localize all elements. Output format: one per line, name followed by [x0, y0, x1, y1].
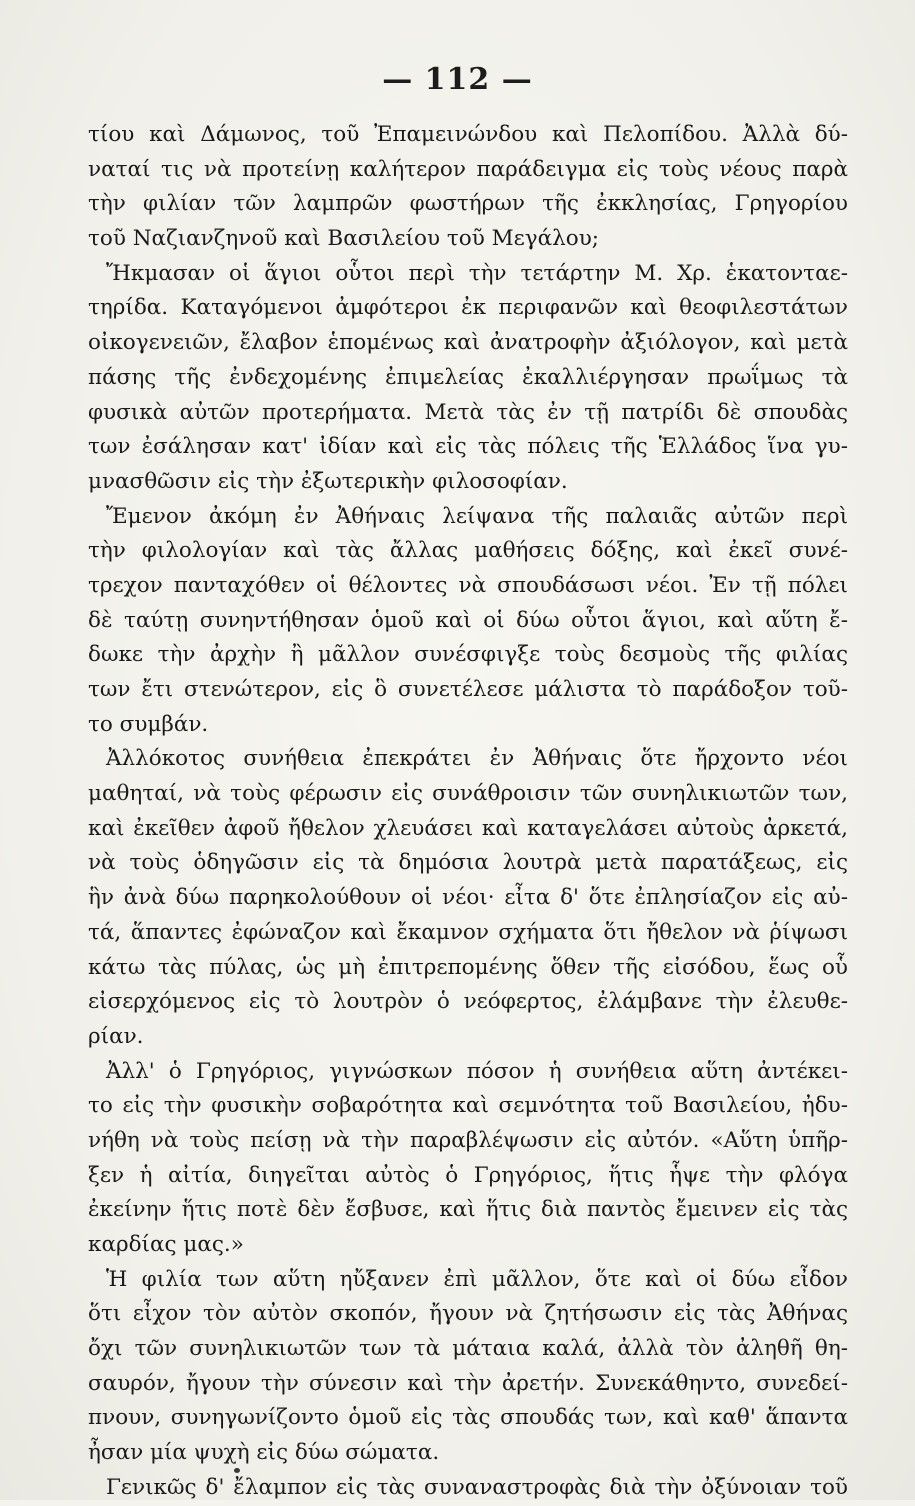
text-line: ρίαν.: [88, 1023, 144, 1049]
body-text: [88, 118, 848, 1506]
text-line: τά, ἅπαντες ἐφώναζον καὶ ἔκαμνον σχήματα ὅτι ἤθελον νὰ ῥίψωσι: [88, 919, 848, 945]
text-line: τηρίδα. Καταγόμενοι ἀμφότεροι ἐκ περιφανῶν καὶ θεοφιλεστάτων: [88, 295, 848, 321]
text-line: Ἀλλ' ὁ Γρηγόριος, γιγνώσκων πόσον ἡ συνήθεια αὕτη ἀντέκει-: [106, 1058, 848, 1084]
text-line: των ἐσάλησαν κατ' ἰδίαν καὶ εἰς τὰς πόλεις τῆς Ἑλλάδος ἵνα γυ-: [88, 434, 848, 460]
text-line: τίου καὶ Δάμωνος, τοῦ Ἐπαμεινώνδου καὶ Πελοπίδου. Ἀλλὰ δύ-: [88, 122, 848, 147]
text-line: τοῦ Ναζιανζηνοῦ καὶ Βασιλείου τοῦ Μεγάλου;: [88, 226, 600, 252]
text-line: φυσικὰ αὐτῶν προτερήματα. Μετὰ τὰς ἐν τῇ πατρίδι δὲ σπουδὰς: [88, 399, 848, 425]
text-line: ὄχι τῶν συνηλικιωτῶν των τὰ μάταια καλά, ἀλλὰ τὸν ἀληθῆ θη-: [88, 1336, 848, 1362]
text-line: Γενικῶς δ' ἔλαμπον εἰς τὰς συναναστροφὰς διὰ τὴν ὀξύνοιαν τοῦ: [106, 1474, 848, 1500]
text-line: Ἔμενον ἀκόμη ἐν Ἀθήναις λείψανα τῆς παλαιᾶς αὐτῶν περὶ: [106, 503, 848, 529]
text-line: εἰσερχόμενος εἰς τὸ λουτρὸν ὁ νεόφερτος, ἐλάμβανε τὴν ἐλευθε-: [88, 989, 848, 1015]
text-line: τὴν φιλολογίαν καὶ τὰς ἄλλας μαθήσεις δόξης, καὶ ἐκεῖ συνέ-: [88, 538, 848, 564]
text-line: Ἀλλόκοτος συνήθεια ἐπεκράτει ἐν Ἀθήναις ὅτε ἤρχοντο νέοι: [106, 746, 848, 772]
text-line: δωκε τὴν ἀρχὴν ἢ μᾶλλον συνέσφιγξε τοὺς δεσμοὺς τῆς φιλίας: [88, 642, 848, 668]
text-line: τρεχον πανταχόθεν οἱ θέλοντες νὰ σπουδάσωσι νέοι. Ἐν τῇ πόλει: [88, 572, 848, 598]
text-line: ξεν ἡ αἰτία, διηγεῖται αὐτὸς ὁ Γρηγόριος, ἥτις ἧψε τὴν φλόγα: [88, 1162, 848, 1188]
text-line: δὲ ταύτῃ συνηντήθησαν ὁμοῦ καὶ οἱ δύω οὗτοι ἅγιοι, καὶ αὕτη ἔ-: [88, 607, 848, 633]
text-line: Ἤκμασαν οἱ ἅγιοι οὗτοι περὶ τὴν τετάρτην Μ. Χρ. ἑκατονταε-: [106, 260, 848, 286]
text-line: καὶ ἐκεῖθεν ἀφοῦ ἤθελον χλευάσει καὶ καταγελάσει αὐτοὺς ἀρκετά,: [88, 815, 848, 841]
text-line: το εἰς τὴν φυσικὴν σοβαρότητα καὶ σεμνότητα τοῦ Βασιλείου, ἠδυ-: [88, 1093, 848, 1119]
text-line: Ἡ φιλία των αὕτη ηὔξανεν ἐπὶ μᾶλλον, ὅτε καὶ οἱ δύω εἶδον: [106, 1266, 848, 1292]
text-line: ἦσαν μία ψυχὴ εἰς δύω σώματα.: [88, 1440, 440, 1466]
text-line: ἐκείνην ἥτις ποτὲ δὲν ἔσβυσε, καὶ ἥτις διὰ παντὸς ἔμεινεν εἰς τὰς: [88, 1197, 848, 1223]
text-line: οἰκογενειῶν, ἔλαβον ἑπομένως καὶ ἀνατροφὴν ἀξιόλογον, καὶ μετὰ: [88, 330, 848, 356]
text-line: των ἔτι στενώτερον, εἰς ὃ συνετέλεσε μάλιστα τὸ παράδοξον τοῦ-: [88, 677, 848, 702]
text-line: νὰ τοὺς ὁδηγῶσιν εἰς τὰ δημόσια λουτρὰ μετὰ παρατάξεως, εἰς: [88, 850, 848, 876]
text-line: πνουν, συνηγωνίζοντο ὁμοῦ εἰς τὰς σπουδάς των, καὶ καθ' ἅπαντα: [88, 1405, 848, 1431]
text-line: μαθηταί, νὰ τοὺς φέρωσιν εἰς συνάθροισιν τῶν συνηλικιωτῶν των,: [88, 781, 848, 807]
text-line: μνασθῶσιν εἰς τὴν ἐξωτερικὴν φιλοσοφίαν.: [88, 468, 568, 494]
text-line: ἣν ἀνὰ δύω παρηκολούθουν οἱ νέοι· εἶτα δ' ὅτε ἐπλησίαζον εἰς αὐ-: [88, 885, 848, 911]
text-line: τὴν φιλίαν τῶν λαμπρῶν φωστήρων τῆς ἐκκλησίας, Γρηγορίου: [88, 191, 848, 217]
text-line: σαυρόν, ἤγουν τὴν σύνεσιν καὶ τὴν ἀρετήν. Συνεκάθηντο, συνεδεί-: [88, 1370, 848, 1396]
text-line: νήθη νὰ τοὺς πείσῃ νὰ τὴν παραβλέψωσιν εἰς αὐτόν. «Αὕτη ὑπῆρ-: [88, 1127, 848, 1153]
text-line: πάσης τῆς ἐνδεχομένης ἐπιμελείας ἐκαλλιέργησαν πρωΐμως τὰ: [88, 364, 848, 390]
ink-speck: [234, 1468, 240, 1473]
text-line: το συμβάν.: [88, 711, 209, 737]
text-line: ὅτι εἶχον τὸν αὐτὸν σκοπόν, ἤγουν νὰ ζητήσωσιν εἰς τὰς Ἀθήνας: [88, 1301, 848, 1327]
text-line: καρδίας μας.»: [88, 1232, 244, 1257]
page-number: — 112 —: [382, 62, 533, 97]
text-line: κάτω τὰς πύλας, ὡς μὴ ἐπιτρεπομένης ὅθεν τῆς εἰσόδου, ἕως οὗ: [88, 954, 848, 980]
text-line: ναταί τις νὰ προτείνῃ καλήτερον παράδειγμα εἰς τοὺς νέους παρὰ: [88, 156, 848, 182]
